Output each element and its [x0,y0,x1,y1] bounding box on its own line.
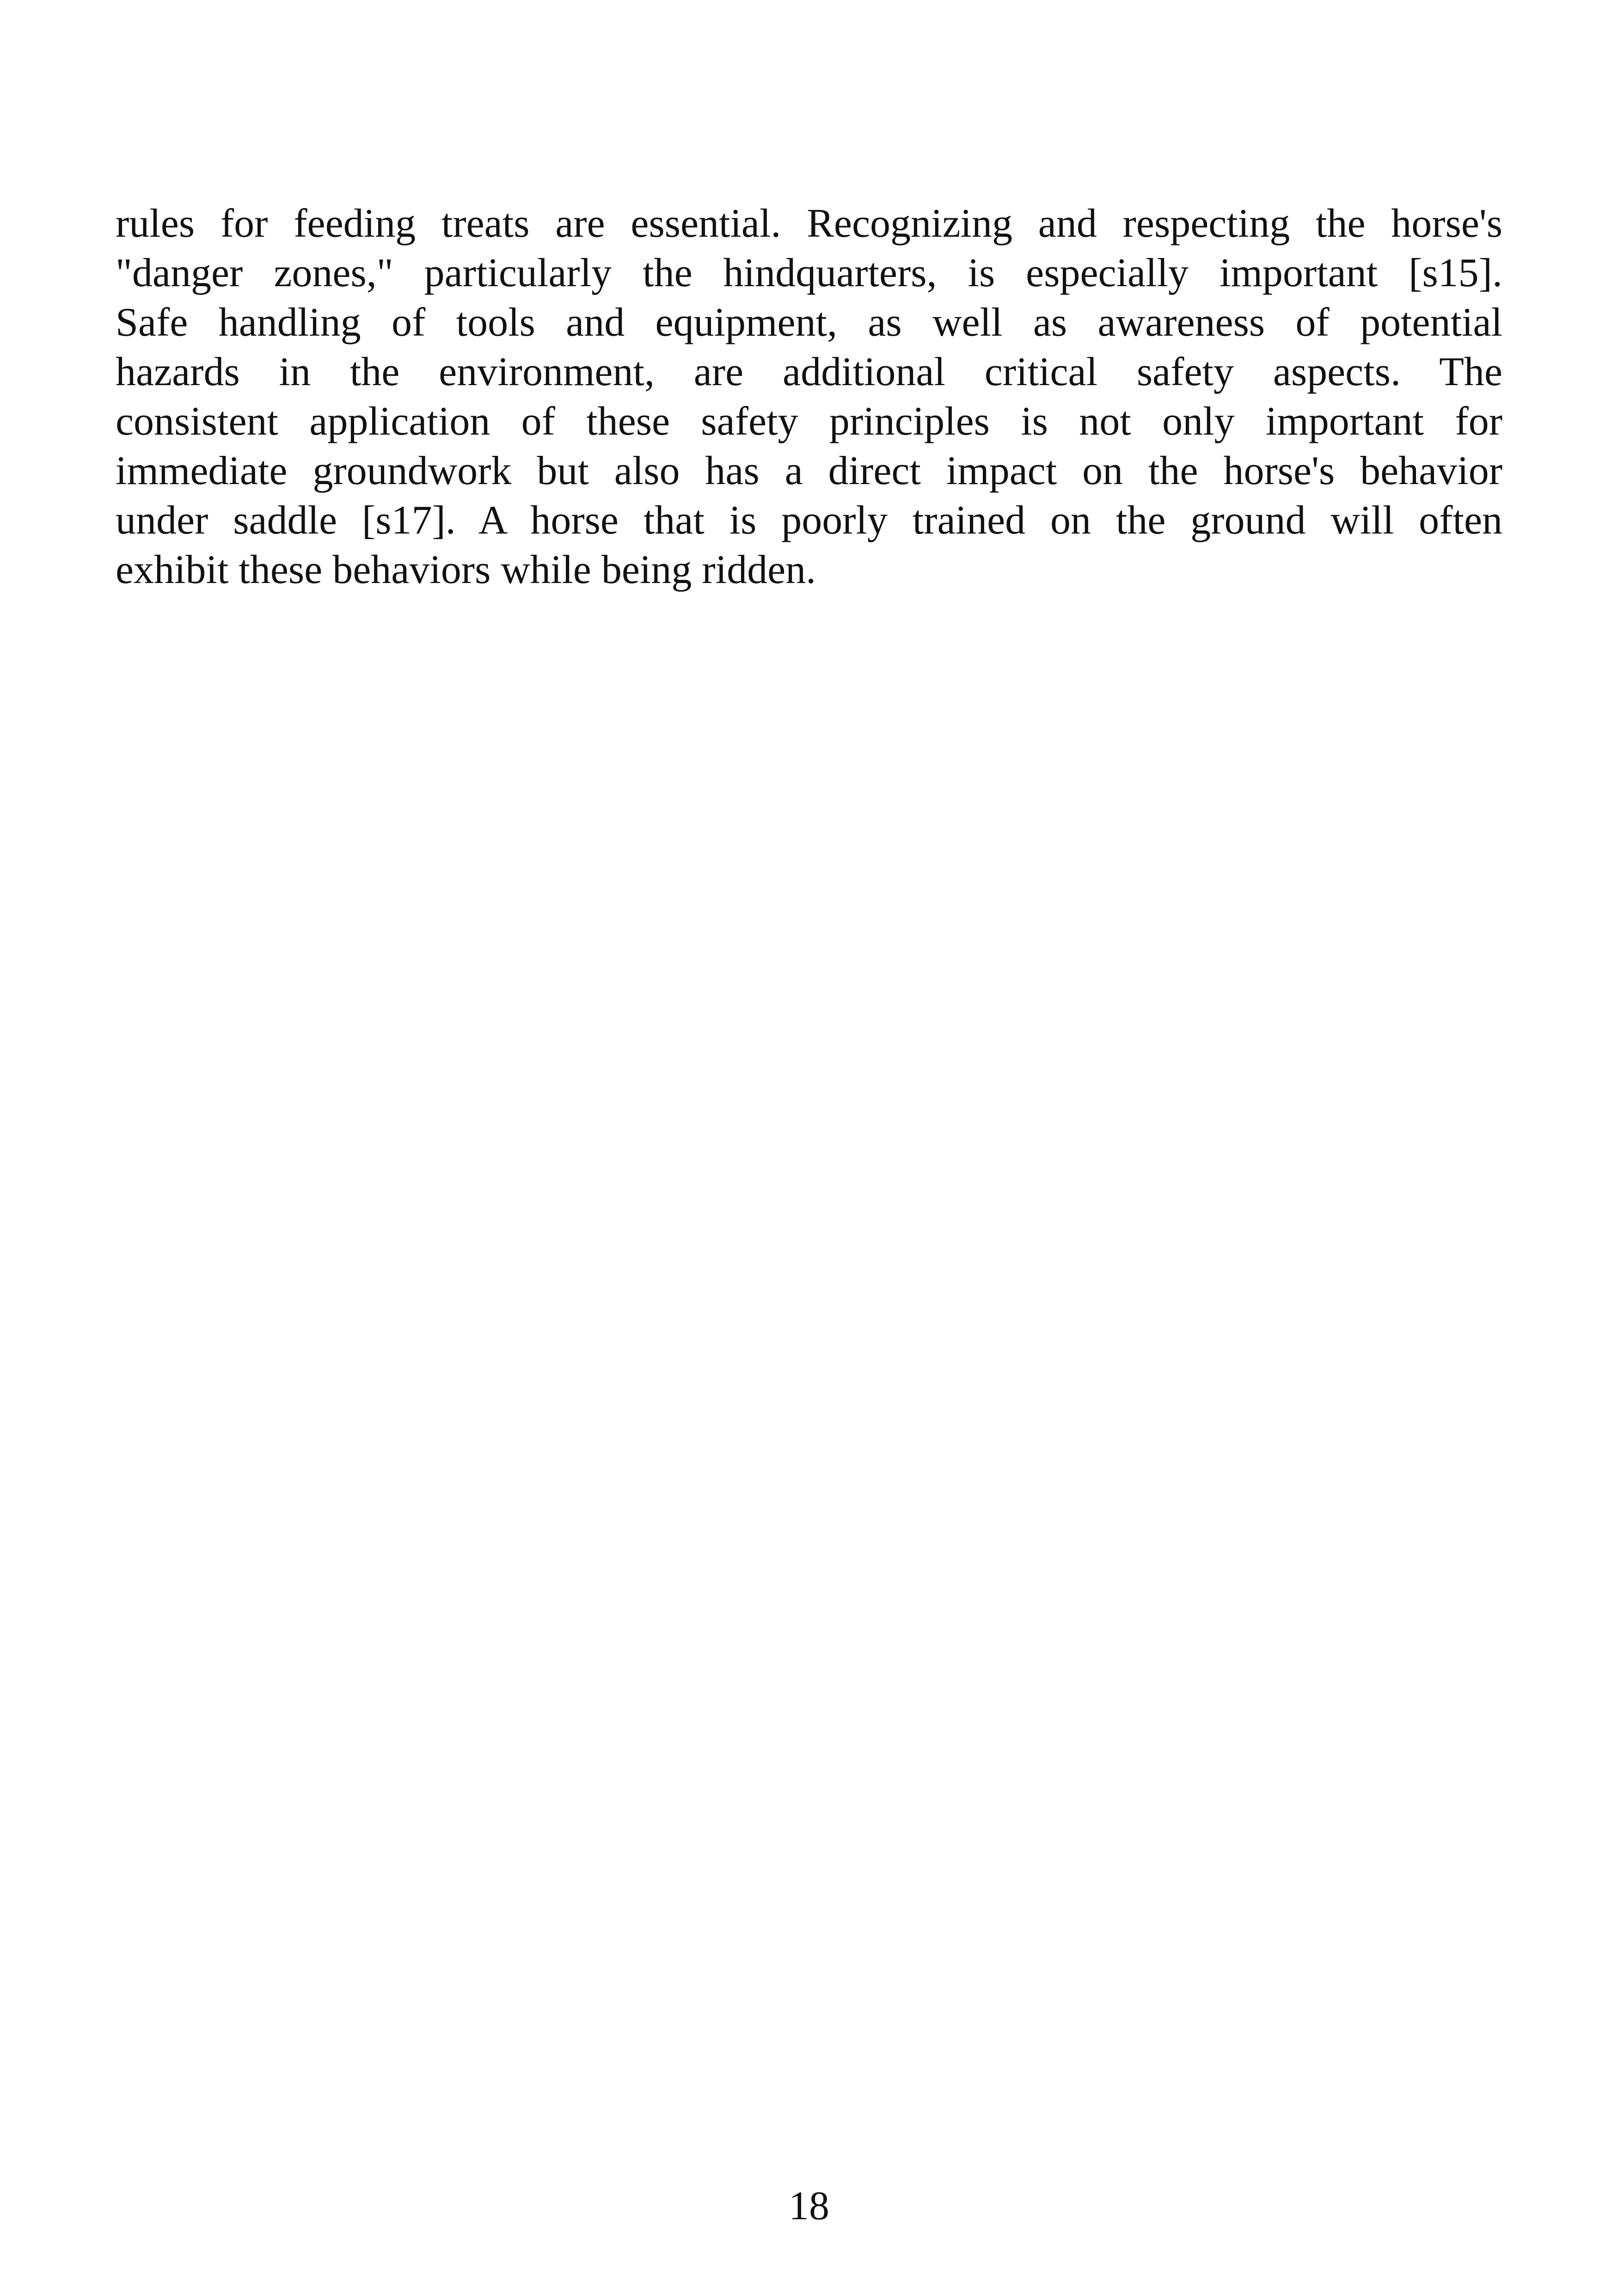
text-line: under saddle [s17]. A horse that is poorly trained on the ground will often [116,498,1502,543]
text-line: Safe handling of tools and equipment, as well as awareness of potential [116,300,1502,345]
text-line: "danger zones," particularly the hindquarters, is especially important [s15]. [116,251,1502,295]
text-line: hazards in the environment, are additional critical safety aspects. The [116,350,1502,394]
text-line: rules for feeding treats are essential. Recognizing and respecting the horse's [116,201,1502,246]
text-line: exhibit these behaviors while being ridden. [116,547,816,592]
body-paragraph [116,199,1502,595]
text-line: consistent application of these safety principles is not only important for [116,399,1502,444]
text-line: immediate groundwork but also has a direct impact on the horse's behavior [116,448,1502,493]
page-number: 18 [789,2184,829,2228]
